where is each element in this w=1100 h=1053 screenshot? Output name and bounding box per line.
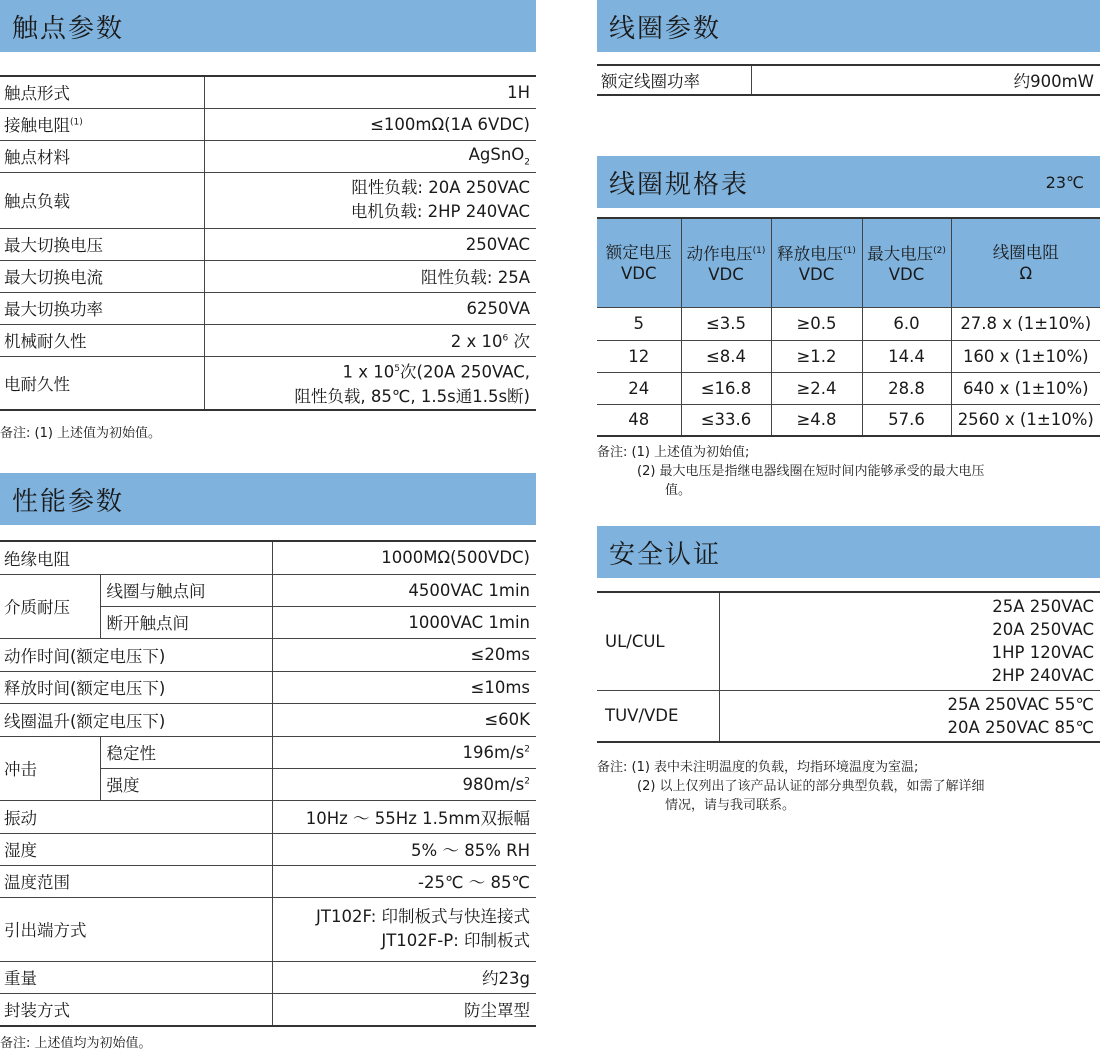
cert-notes	[597, 758, 985, 815]
performance-section-header	[0, 473, 536, 525]
column-header: 释放电压$^{(1)}$ VDC	[771, 218, 862, 307]
table-row	[0, 993, 536, 1026]
cell-pickup: ≤16.8	[681, 372, 771, 404]
table-row	[0, 356, 536, 410]
cert-label: UL/CUL	[597, 592, 719, 690]
row-value: 1H	[507, 82, 530, 102]
note-line: 备注: (1) 表中未注明温度的负载，均指环境温度为室温;	[597, 760, 919, 775]
cert-value: 25A 250VAC 20A 250VAC 1HP 120VAC 2HP 240VAC	[991, 597, 1094, 686]
row-label: 触点材料	[0, 140, 204, 172]
cell-dropout: ≥4.8	[771, 404, 862, 436]
table-row	[597, 65, 1100, 95]
note-line: (2) 以上仅列出了该产品认证的部分典型负载，如需了解详细	[637, 779, 985, 794]
cell-max: 28.8	[862, 372, 951, 404]
row-label: 触点形式	[0, 76, 204, 108]
cell-pickup: ≤8.4	[681, 340, 771, 372]
contact-section-header	[0, 0, 536, 52]
table-row	[0, 76, 536, 108]
table-row	[0, 671, 536, 703]
row-value: 约900mW	[1013, 72, 1094, 91]
table-row	[0, 736, 536, 768]
row-label: 湿度	[0, 833, 272, 865]
cell-resistance: 160 x (1±10%)	[951, 340, 1100, 372]
cell-dropout: ≥1.2	[771, 340, 862, 372]
table-row	[0, 541, 536, 574]
row-value: 5% ～ 85% RH	[272, 833, 536, 865]
table-row	[597, 592, 1100, 690]
row-value: ≤10ms	[272, 671, 536, 703]
cert-label: TUV/VDE	[597, 690, 719, 742]
coil-spec-section-title: 线圈规格表	[609, 169, 750, 200]
row-label: 最大切换功率	[0, 292, 204, 324]
row-label: 动作时间(额定电压下)	[0, 638, 272, 671]
table-row	[597, 404, 1100, 436]
row-value: $980m/s^2$	[272, 768, 536, 800]
row-sublabel: 稳定性	[100, 736, 272, 768]
cert-section-header	[597, 526, 1100, 578]
column-header: 线圈电阻 Ω	[951, 218, 1100, 307]
row-sublabel: 强度	[100, 768, 272, 800]
cell-resistance: 27.8 x (1±10%)	[951, 307, 1100, 340]
cert-section-title: 安全认证	[609, 539, 722, 570]
row-value: JT102F: 印制板式与快连接式 JT102F-P: 印制板式	[272, 897, 536, 961]
cell-resistance: 2560 x (1±10%)	[951, 404, 1100, 436]
row-value: 阻性负载: 25A	[204, 260, 536, 292]
cell-max: 6.0	[862, 307, 951, 340]
row-value: 2 x $10^6$ 次	[204, 324, 536, 356]
cell-dropout: ≥2.4	[771, 372, 862, 404]
performance-section-title: 性能参数	[12, 486, 125, 517]
row-sublabel: 断开触点间	[100, 606, 272, 638]
cell-nominal: 48	[597, 404, 681, 436]
row-value: -25℃ ～ 85℃	[272, 865, 536, 897]
contact-table	[0, 75, 536, 411]
table-row	[0, 800, 536, 833]
row-value: $196m/s^2$	[272, 736, 536, 768]
table-row	[597, 372, 1100, 404]
row-value: 250VAC	[204, 228, 536, 260]
row-label: 封装方式	[0, 993, 272, 1026]
column-header: 最大电压$^{(2)}$ VDC	[862, 218, 951, 307]
row-value: 1000VAC 1min	[272, 606, 536, 638]
row-sublabel: 线圈与触点间	[100, 574, 272, 606]
row-value: 1000MΩ(500VDC)	[381, 548, 530, 568]
table-row	[0, 865, 536, 897]
row-label: 温度范围	[0, 865, 272, 897]
row-label: 振动	[0, 800, 272, 833]
contact-note: 备注: (1) 上述值为初始值。	[0, 426, 162, 441]
row-value: ≤100mΩ(1A 6VDC)	[204, 108, 536, 140]
row-value: AgSnO$_2$	[204, 140, 536, 172]
row-value: ≤20ms	[272, 638, 536, 671]
table-row	[0, 703, 536, 736]
row-label: 触点负载	[0, 172, 204, 228]
row-label: 额定线圈功率	[597, 65, 751, 95]
coil-section-header	[597, 0, 1100, 52]
table-row	[597, 340, 1100, 372]
table-row	[0, 324, 536, 356]
row-label: 重量	[0, 961, 272, 993]
cell-dropout: ≥0.5	[771, 307, 862, 340]
table-row	[0, 292, 536, 324]
row-value: 防尘罩型	[272, 993, 536, 1026]
column-header: 额定电压 VDC	[597, 218, 681, 307]
row-label: 线圈温升(额定电压下)	[0, 703, 272, 736]
note-line: (2) 最大电压是指继电器线圈在短时间内能够承受的最大电压	[637, 464, 985, 479]
row-label: 引出端方式	[0, 897, 272, 961]
row-label: 绝缘电阻	[0, 541, 272, 574]
cell-nominal: 12	[597, 340, 681, 372]
table-header-row	[597, 218, 1100, 307]
note-line: 备注: (1) 上述值为初始值;	[597, 445, 750, 460]
table-row	[0, 897, 536, 961]
cell-max: 14.4	[862, 340, 951, 372]
row-label: 冲击	[0, 736, 100, 800]
cell-nominal: 5	[597, 307, 681, 340]
coil-spec-table	[597, 217, 1100, 437]
column-header: 动作电压$^{(1)}$ VDC	[681, 218, 771, 307]
coil-section-title: 线圈参数	[609, 13, 722, 44]
row-value: 10Hz ～ 55Hz 1.5mm双振幅	[272, 800, 536, 833]
table-row	[0, 833, 536, 865]
cell-max: 57.6	[862, 404, 951, 436]
note-line: 情况，请与我司联系。	[665, 798, 796, 813]
table-row	[0, 260, 536, 292]
row-label: 释放时间(额定电压下)	[0, 671, 272, 703]
cell-pickup: ≤3.5	[681, 307, 771, 340]
coil-spec-notes	[597, 443, 985, 500]
row-value: 阻性负载: 20A 250VAC 电机负载: 2HP 240VAC	[204, 172, 536, 228]
coil-spec-temperature: 23℃	[1045, 172, 1084, 192]
row-value: 4500VAC 1min	[272, 574, 536, 606]
table-row	[0, 108, 536, 140]
row-value: 6250VA	[204, 292, 536, 324]
cert-table	[597, 591, 1100, 743]
note-line: 值。	[665, 483, 692, 498]
table-row	[0, 961, 536, 993]
row-label: 最大切换电流	[0, 260, 204, 292]
row-value: ≤60K	[272, 703, 536, 736]
table-row	[597, 690, 1100, 742]
table-row	[0, 172, 536, 228]
table-row	[0, 140, 536, 172]
table-row	[0, 228, 536, 260]
table-row	[597, 307, 1100, 340]
table-row	[0, 638, 536, 671]
row-label: 介质耐压	[0, 574, 100, 638]
contact-section-title: 触点参数	[12, 13, 125, 44]
cell-nominal: 24	[597, 372, 681, 404]
row-value: 1 x $10^5$次(20A 250VAC, 阻性负载, 85℃, 1.5s通1.5s断)	[204, 356, 536, 410]
performance-table	[0, 540, 536, 1027]
coil-spec-section-header	[597, 156, 1100, 208]
row-label: 接触电阻$^{(1)}$	[0, 108, 204, 140]
row-label: 最大切换电压	[0, 228, 204, 260]
row-label: 机械耐久性	[0, 324, 204, 356]
cell-resistance: 640 x (1±10%)	[951, 372, 1100, 404]
coil-table	[597, 64, 1100, 96]
table-row	[0, 574, 536, 606]
cert-value: 25A 250VAC 55℃ 20A 250VAC 85℃	[719, 690, 1100, 742]
performance-note: 备注: 上述值均为初始值。	[0, 1036, 152, 1051]
cell-pickup: ≤33.6	[681, 404, 771, 436]
row-value: 约23g	[272, 961, 536, 993]
row-label: 电耐久性	[0, 356, 204, 410]
